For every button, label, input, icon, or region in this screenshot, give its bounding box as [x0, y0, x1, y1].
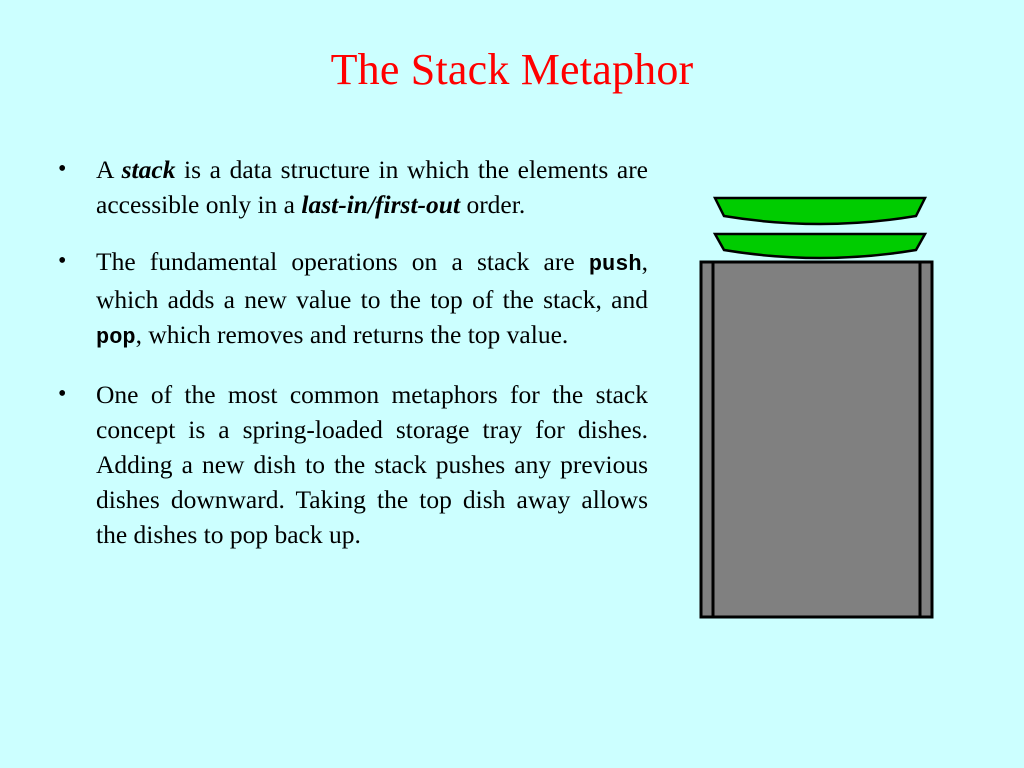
bullet-marker: •	[58, 381, 67, 407]
bullet-marker: •	[58, 248, 67, 274]
dish-upper	[715, 198, 925, 224]
text-run-emphasis: last-in/first-out	[301, 190, 461, 219]
code-run-pop: pop	[96, 325, 136, 350]
dish-tray-graphic	[697, 190, 937, 625]
dish-lower	[715, 234, 925, 258]
code-run-push: push	[588, 252, 642, 277]
text-run: The fundamental operations on a stack are	[96, 247, 589, 276]
bullet-marker: •	[58, 156, 67, 182]
text-run: , which removes and returns the top value.	[135, 320, 569, 349]
text-run: , which adds a new value to the top of the stack, and	[96, 247, 648, 314]
slide-body	[58, 152, 648, 574]
text-run-emphasis: stack	[121, 155, 176, 184]
bullet-item	[58, 244, 648, 355]
tray-body	[701, 262, 932, 617]
stack-illustration	[697, 190, 937, 625]
text-run: is a data structure in which the elements are accessible only in a	[96, 155, 648, 219]
bullet-item	[58, 152, 648, 222]
text-run: order.	[460, 190, 526, 219]
bullet-text-2	[96, 244, 648, 355]
bullet-text-3: One of the most common metaphors for the stack concept is a spring-loaded storage tray for dishes. Adding a new dish to the stack pushes any previous dishes downward. Taking the top dish away allows the dishes to pop back up.	[96, 380, 648, 549]
text-run: A	[96, 155, 122, 184]
page-title: The Stack Metaphor	[330, 45, 694, 94]
bullet-text-1	[96, 152, 648, 222]
bullet-item	[58, 377, 648, 552]
